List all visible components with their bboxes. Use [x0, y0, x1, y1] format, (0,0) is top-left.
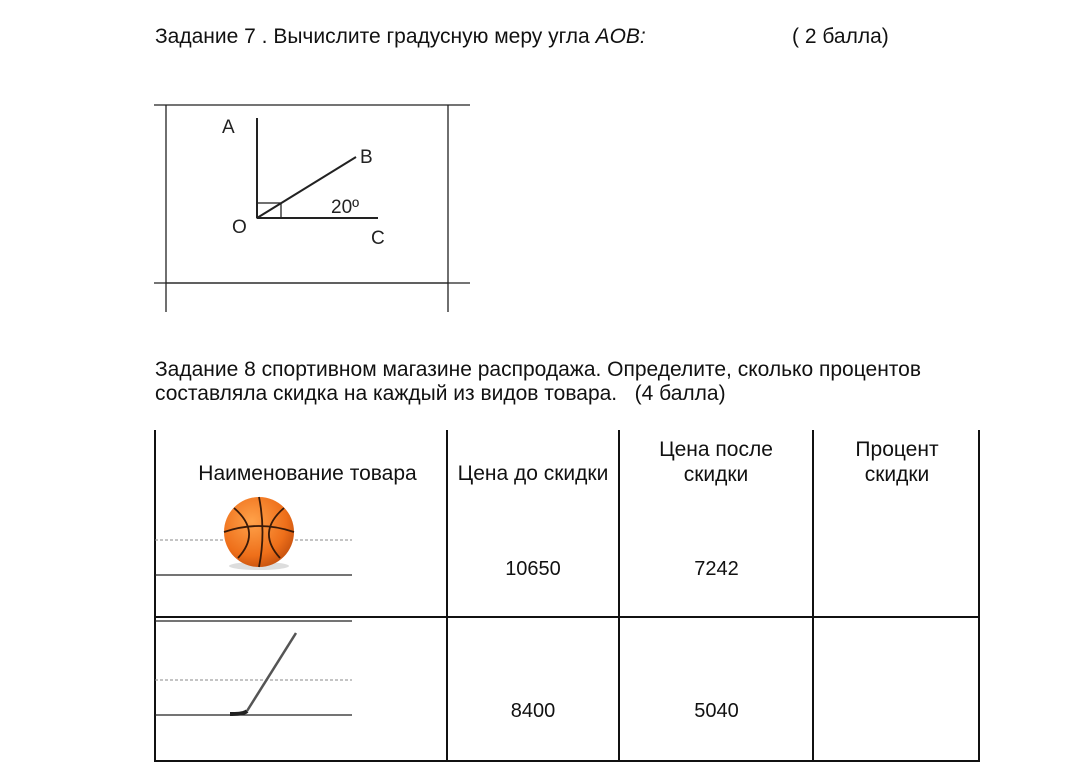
task7-angle-name: AOB: — [595, 25, 646, 48]
label-a: A — [222, 117, 235, 138]
task8-label: Задание 8 — [155, 358, 256, 381]
task8-points: (4 балла) — [634, 382, 726, 405]
row2-price-before: 8400 — [510, 700, 556, 722]
angle-value: 20º — [331, 197, 360, 218]
basketball-icon — [224, 497, 294, 570]
label-o: O — [232, 217, 247, 238]
task7-points: ( 2 балла) — [792, 25, 889, 48]
label-b: B — [360, 147, 373, 168]
header-discount: Процент скидки — [855, 438, 939, 486]
hockey-stick-icon — [230, 633, 296, 714]
task7-text: . Вычислите градусную меру угла — [255, 25, 596, 48]
header-item-name: Наименование товара — [198, 462, 417, 485]
row2-price-after: 5040 — [694, 700, 739, 722]
row1-price-before: 10650 — [505, 558, 561, 580]
label-c: C — [371, 228, 385, 249]
task8-text: спортивном магазине распродажа. Определите, сколько процентов составляла скидка на каждый из видов товара. — [155, 358, 922, 405]
row1-price-after: 7242 — [694, 558, 739, 580]
header-price-after: Цена после скидки — [659, 438, 773, 486]
task7-label: Задание 7 — [155, 25, 256, 48]
header-price-before: Цена до скидки — [457, 462, 609, 485]
